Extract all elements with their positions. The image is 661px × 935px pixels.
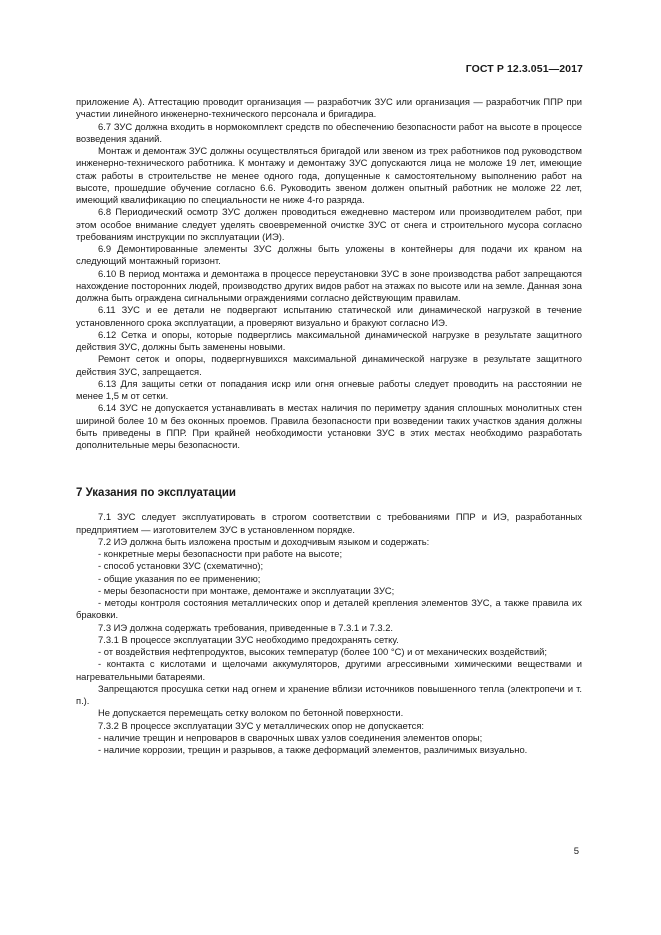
list-item: - контакта с кислотами и щелочами аккумуляторов, другими агрессивными химическими веществами и нагревательными батареями.: [76, 658, 582, 682]
list-item: - общие указания по ее применению;: [98, 572, 261, 584]
paragraph: 7.3.2 В процессе эксплуатации ЗУС у металлических опор не допускается:: [98, 719, 425, 731]
paragraph: 6.12 Сетка и опоры, которые подверглись максимальной динамической нагрузке в результате защитного действия ЗУС, должны быть заменены новыми.: [76, 328, 582, 352]
list-item: - наличие трещин и непроваров в сварочных швах узлов соединения элементов опоры;: [98, 731, 483, 743]
paragraph: 6.14 ЗУС не допускается устанавливать в местах наличия по периметру здания сплошных монолитных стен шириной более 10 м без оконных проемов. Правила безопасности при возведении таких участков здания должны быть приведены в ППР. При крайней необходимости установки ЗУС в этих местах необходимо разработать дополнительные меры безопасности.: [76, 402, 582, 450]
paragraph: Не допускается перемещать сетку волоком по бетонной поверхности.: [98, 707, 404, 719]
list-item: - от воздействия нефтепродуктов, высоких температур (более 100 °С) и от механических воздействий;: [98, 646, 547, 657]
list-item: - меры безопасности при монтаже, демонтаже и эксплуатации ЗУС;: [98, 584, 395, 596]
section-heading: 7 Указания по эксплуатации: [76, 487, 236, 500]
paragraph: 7.3 ИЭ должна содержать требования, приведенные в 7.3.1 и 7.3.2.: [98, 621, 394, 633]
paragraph: Запрещаются просушка сетки над огнем и хранение вблизи источников повышенного тепла (электропечи и т. п.).: [76, 682, 582, 706]
list-item: - методы контроля состояния металлических опор и деталей крепления элементов ЗУС, а также правила их браковки.: [76, 597, 582, 621]
list-item: - наличие коррозии, трещин и разрывов, а также деформаций элементов, различимых визуально.: [98, 744, 528, 755]
list-item: - конкретные меры безопасности при работе на высоте;: [98, 548, 343, 559]
paragraph: 6.8 Периодический осмотр ЗУС должен проводиться ежедневно мастером или производителем работ, при этом особое внимание следует уделять своевременной очистке ЗУС от снега и строительного мусора согласно требованиям инструкции по эксплуатации (ИЭ).: [76, 206, 582, 242]
paragraph: 7.2 ИЭ должна быть изложена простым и доходчивым языком и содержать:: [98, 535, 430, 547]
paragraph: 6.11 ЗУС и ее детали не подвергают испытанию статической или динамической нагрузкой в течение установленного срока эксплуатации, а проверяют визуально и бракуют согласно ИЭ.: [76, 304, 582, 328]
paragraph: 6.13 Для защиты сетки от попадания искр или огня огневые работы следует проводить на расстоянии не менее 1,5 м от сетки.: [76, 377, 582, 401]
paragraph: 6.7 ЗУС должна входить в нормокомплект средств по обеспечению безопасности работ на высоте в процессе возведения зданий.: [76, 120, 582, 144]
list-item: - способ установки ЗУС (схематично);: [98, 560, 264, 572]
document-body: [76, 96, 582, 756]
paragraph: 7.3.1 В процессе эксплуатации ЗУС необходимо предохранять сетку.: [98, 633, 399, 645]
paragraph: 7.1 ЗУС следует эксплуатировать в строгом соответствии с требованиями ППР и ИЭ, разработанных предприятием — изготовителем ЗУС в установленном порядке.: [76, 511, 582, 535]
page-number: 5: [573, 846, 579, 857]
paragraph: 6.10 В период монтажа и демонтажа в процессе переустановки ЗУС в зоне производства работ запрещаются нахождение посторонних людей, производство других видов работ на этажах по высоте или на земле. Данная зона должна быть ограждена сигнальными ограждениями согласно действующим правилам.: [76, 267, 582, 303]
paragraph: 6.9 Демонтированные элементы ЗУС должны быть уложены в контейнеры для подачи их краном на следующий монтажный горизонт.: [76, 243, 582, 267]
standard-designation: ГОСТ Р 12.3.051—2017: [465, 63, 583, 75]
paragraph: Ремонт сеток и опоры, подвергнувшихся максимальной динамической нагрузке в результате защитного действия ЗУС, запрещается.: [76, 353, 582, 377]
paragraph: приложение А). Аттестацию проводит организация — разработчик ЗУС или организация — разработчик ППР при участии линейного инженерно-технического персонала и бригадира.: [76, 96, 582, 120]
paragraph: Монтаж и демонтаж ЗУС должны осуществляться бригадой или звеном из трех работников под руководством инженерно-технического работника. К монтажу и демонтажу ЗУС допускаются лица не моложе 19 лет, имеющие стаж работы в строительстве не менее одного года, допущенные к самостоятельному выполнению работ на высоте, прошедшие обучение согласно 6.6. Руководить звеном должен опытный работник не моложе 22 лет, имеющий квалификацию по специальности не ниже 4-го разряда.: [76, 145, 582, 205]
